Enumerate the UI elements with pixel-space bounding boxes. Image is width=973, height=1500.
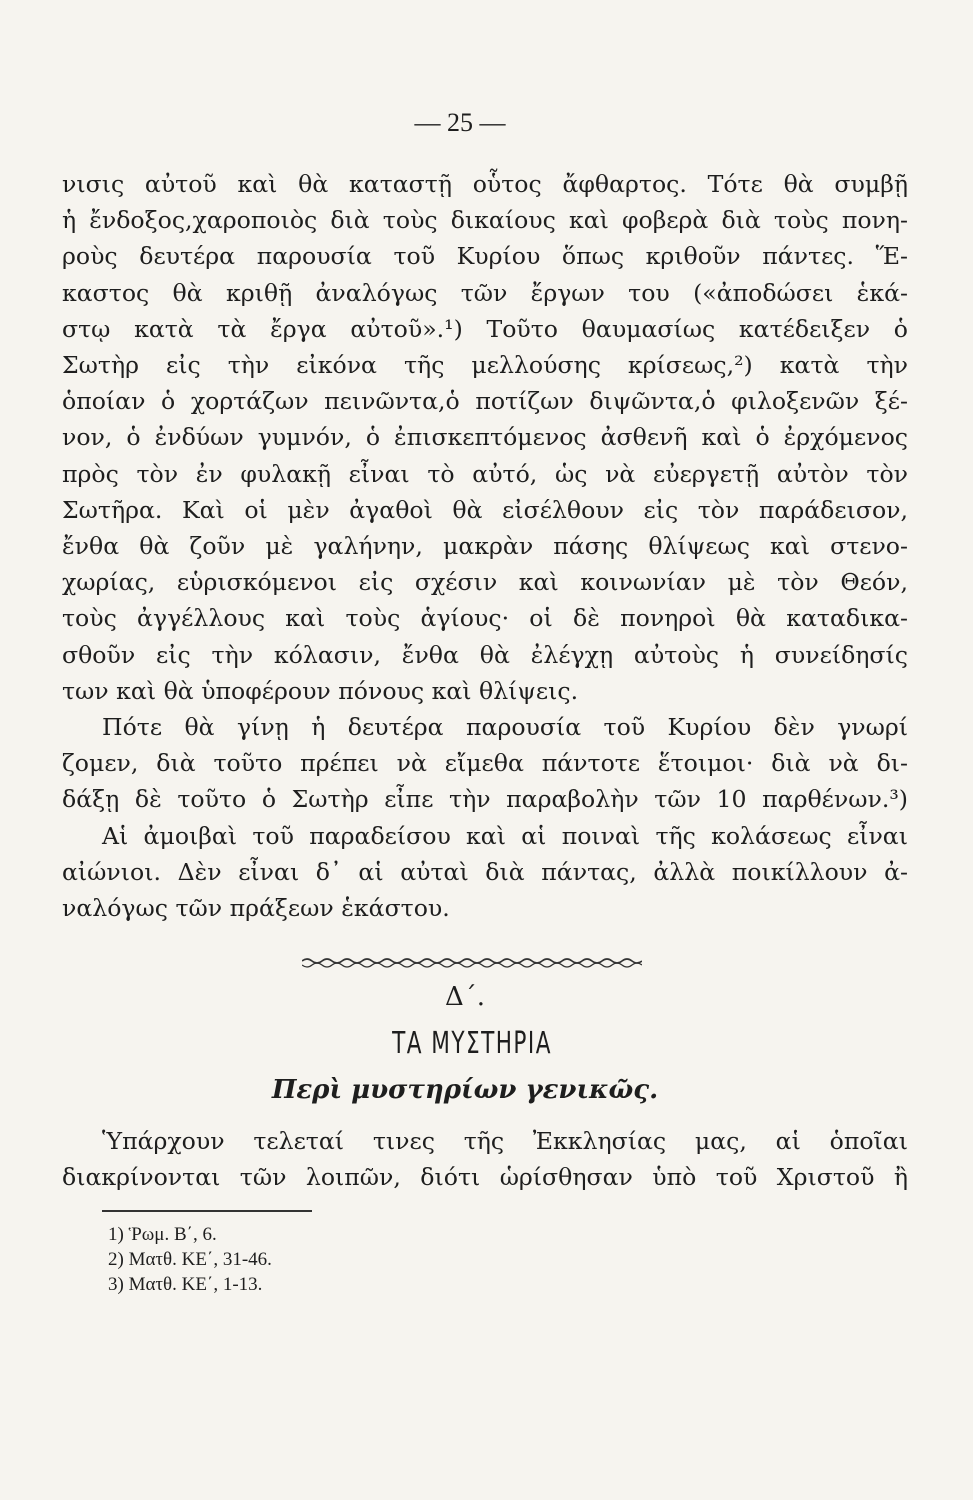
text-line: διακρίνονται τῶν λοιπῶν, διότι ὡρίσθησαν ὑπὸ τοῦ Χριστοῦ ἢ [62,1163,908,1192]
book-page [62,108,908,1297]
text-line: στῳ κατὰ τὰ ἔργα αὐτοῦ».¹) Τοῦτο θαυμασίως κατέδειξεν ὁ [62,314,908,343]
paragraph-mysteries [62,1123,908,1195]
text-line: καστος θὰ κριθῇ ἀναλόγως τῶν ἔργων του («ἀποδώσει ἑκά- [62,278,908,307]
text-line: Αἱ ἀμοιβαὶ τοῦ παραδείσου καὶ αἱ ποιναὶ τῆς κολάσεως εἶναι [102,821,908,850]
footnotes [108,1222,908,1297]
section-subtitle: Περὶ μυστηρίων γενικῶς. [271,1075,659,1106]
text-line: Ὑπάρχουν τελεταί τινες τῆς Ἐκκλησίας μας, αἱ ὁποῖαι [102,1127,908,1156]
section-letter: Δ΄. [444,982,486,1013]
text-line: Σωτὴρ εἰς τὴν εἰκόνα τῆς μελλούσης κρίσεως,²) κατὰ τὴν [62,351,908,380]
text-line: δάξῃ δὲ τοῦτο ὁ Σωτὴρ εἶπε τὴν παραβολὴν τῶν 10 παρθένων.³) [62,785,908,814]
text-line: νον, ὁ ἐνδύων γυμνόν, ὁ ἐπισκεπτόμενος ἀσθενῆ καὶ ὁ ἐρχόμενος [62,423,908,452]
footnote-rule [102,1210,312,1212]
text-line: ὁποίαν ὁ χορτάζων πεινῶντα,ὁ ποτίζων διψῶντα,ὁ φιλοξενῶν ξέ- [62,387,908,416]
text-line: ἡ ἔνδοξος,χαροποιὸς διὰ τοὺς δικαίους καὶ φοβερὰ διὰ τοὺς πονη- [62,206,908,235]
text-line: Σωτῆρα. Καὶ οἱ μὲν ἀγαθοὶ θὰ εἰσέλθουν εἰς τὸν παράδεισον, [62,495,908,524]
text-line: ἔνθα θὰ ζοῦν μὲ γαλήνην, μακρὰν πάσης θλίψεως καὶ στενο- [62,532,908,561]
page-number: — 25 — [414,108,506,137]
paragraph-judgment [62,166,908,709]
section-title: ΤΑ ΜΥΣΤΗΡΙΑ [392,1026,552,1062]
footnote-item: 1) Ῥωμ. Β΄, 6. [108,1223,217,1245]
wavy-divider-ornament [302,956,642,970]
text-line: σθοῦν εἰς τὴν κόλασιν, ἔνθα θὰ ἐλέγχῃ αὐτοὺς ἡ συνείδησίς [62,640,908,669]
text-line: ροὺς δευτέρα παρουσία τοῦ Κυρίου ὅπως κριθοῦν πάντες. Ἕ- [62,242,908,271]
text-line: τοὺς ἀγγέλλους καὶ τοὺς ἁγίους· οἱ δὲ πονηροὶ θὰ καταδικα- [62,604,908,633]
paragraph-rewards [62,818,908,927]
footnote-item: 3) Ματθ. ΚΕ΄, 1-13. [108,1273,263,1295]
footnote-item: 2) Ματθ. ΚΕ΄, 31-46. [108,1248,272,1270]
text-line: πρὸς τὸν ἐν φυλακῇ εἶναι τὸ αὐτό, ὡς νὰ εὐεργετῇ αὐτὸν τὸν [62,459,908,488]
text-line: Πότε θὰ γίνῃ ἡ δευτέρα παρουσία τοῦ Κυρίου δὲν γνωρί [102,713,908,742]
text-line: χωρίας, εὑρισκόμενοι εἰς σχέσιν καὶ κοινωνίαν μὲ τὸν Θεόν, [62,568,908,597]
text-line: αἰώνιοι. Δὲν εἶναι δ᾽ αἱ αὐταὶ διὰ πάντας, ἀλλὰ ποικίλλουν ἀ- [62,857,908,886]
paragraph-second-coming [62,709,908,818]
text-line: νισις αὐτοῦ καὶ θὰ καταστῇ οὗτος ἄφθαρτος. Τότε θὰ συμβῇ [62,170,908,198]
text-line: ναλόγως τῶν πράξεων ἑκάστου. [62,894,450,923]
text-line: ζομεν, διὰ τοῦτο πρέπει νὰ εἴμεθα πάντοτε ἕτοιμοι· διὰ νὰ δι- [62,749,908,778]
text-line: των καὶ θὰ ὑποφέρουν πόνους καὶ θλίψεις. [62,676,579,705]
